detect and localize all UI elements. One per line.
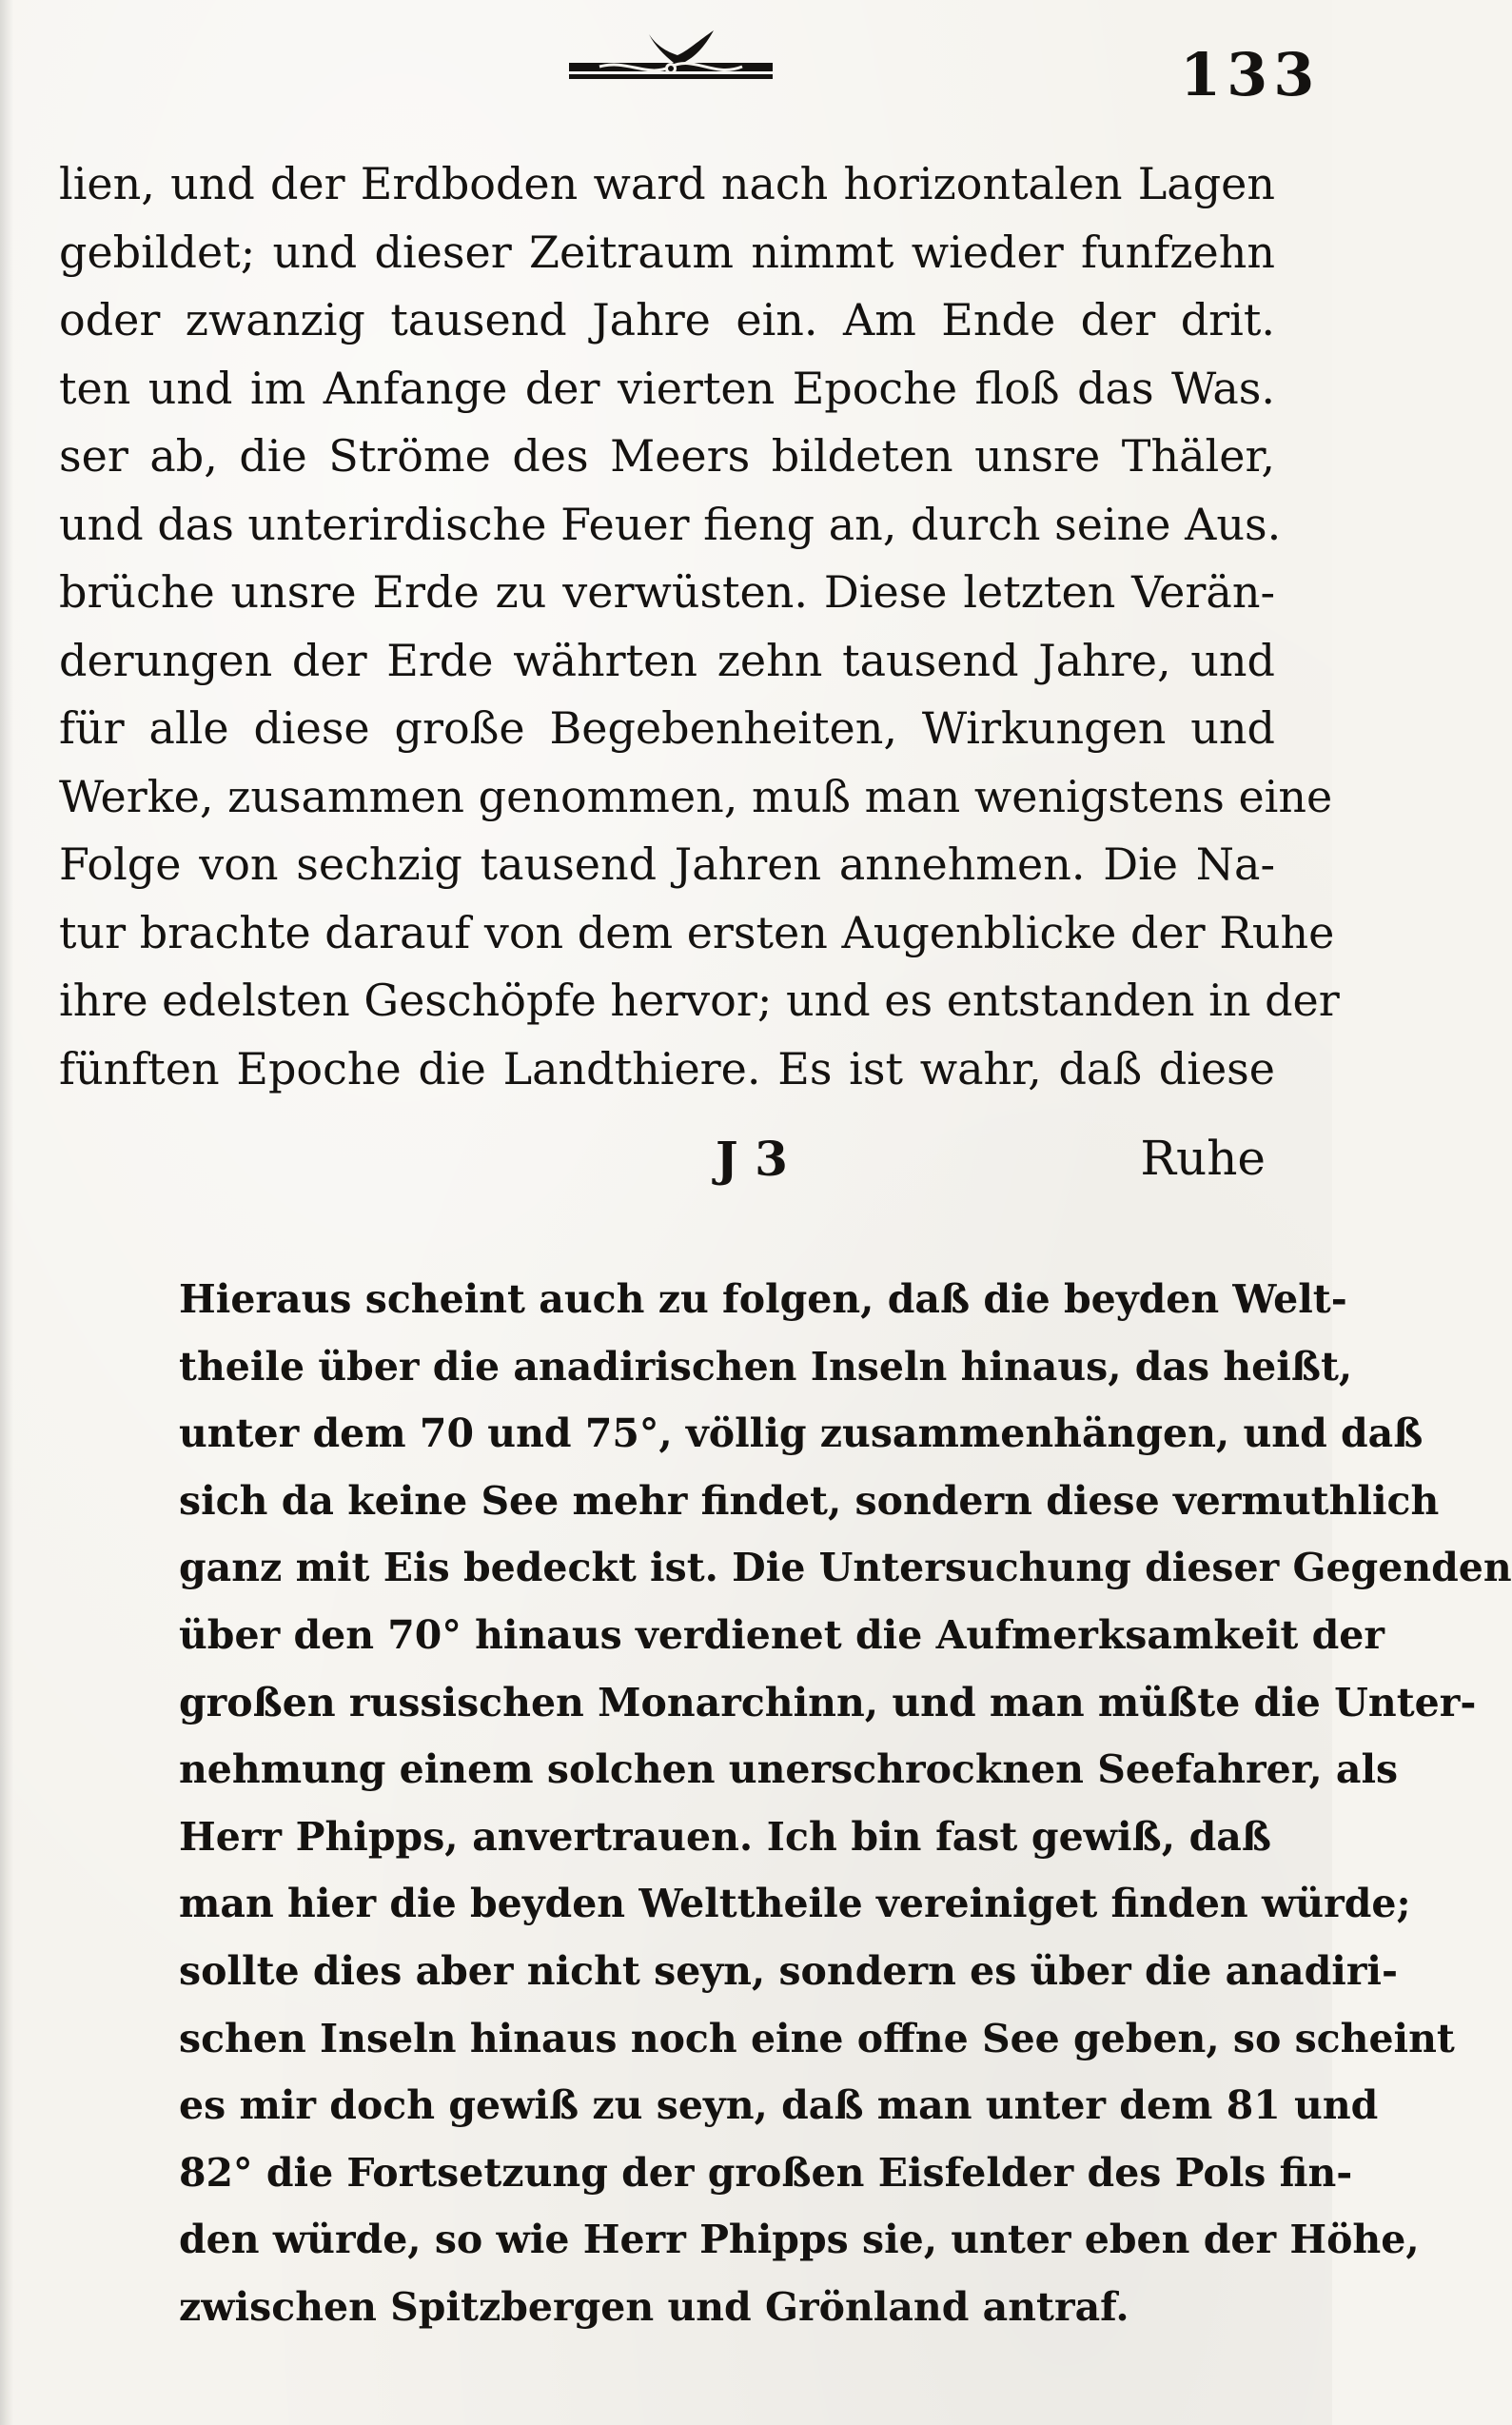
page-edge-shadow [0, 0, 13, 2425]
text-line: oder zwanzig tausend Jahre ein. Am Ende der drit. [59, 294, 1275, 345]
text-line: gebildet; und dieser Zeitraum nimmt wieder funfzehn [59, 226, 1275, 278]
catchword: Ruhe [1140, 1131, 1266, 1186]
footnote-line: den würde, so wie Herr Phipps sie, unter eben der Höhe, [179, 2217, 1420, 2263]
footnote-line: über den 70° hinaus verdienet die Aufmerksamkeit der [179, 1611, 1384, 1658]
footnote-line: sich da keine See mehr findet, sondern diese vermuthlich [179, 1477, 1440, 1524]
footnote-line: unter dem 70 und 75°, völlig zusammenhängen, und daß [179, 1410, 1424, 1457]
footnote-line: ganz mit Eis bedeckt ist. Die Untersuchung dieser Gegenden [179, 1545, 1512, 1591]
footnote-line: theile über die anadirischen Inseln hinaus, das heißt, [179, 1343, 1353, 1390]
footnote-line: zwischen Spitzbergen und Grönland antraf. [179, 2283, 1129, 2330]
text-line: für alle diese große Begebenheiten, Wirkungen und [59, 702, 1275, 754]
text-line: Werke, zusammen genommen, muß man wenigstens eine [59, 770, 1333, 822]
signature-mark: J 3 [716, 1131, 788, 1187]
footnote-line: 82° die Fortsetzung der großen Eisfelder des Pols fin- [179, 2149, 1353, 2196]
text-line: Folge von sechzig tausend Jahren annehmen. Die Na- [59, 838, 1275, 890]
text-line: ser ab, die Ströme des Meers bildeten unsre Thäler, [59, 430, 1275, 482]
text-line: fünften Epoche die Landthiere. Es ist wahr, daß diese [59, 1042, 1275, 1094]
footnote-line: es mir doch gewiß zu seyn, daß man unter dem 81 und [179, 2082, 1379, 2129]
text-line: ihre edelsten Geschöpfe hervor; und es entstanden in der [59, 975, 1340, 1026]
footnote-line: schen Inseln hinaus noch eine offne See geben, so scheint [179, 2015, 1455, 2061]
footnote-line: sollte dies aber nicht seyn, sondern es über die anadiri- [179, 1947, 1399, 1994]
main-text [59, 150, 1340, 1103]
text-line: lien, und der Erdboden ward nach horizontalen Lagen [59, 158, 1275, 209]
footnote-line: nehmung einem solchen unerschrocknen Seefahrer, als [179, 1746, 1399, 1793]
page-number: 133 [1180, 40, 1321, 109]
footnote-line: man hier die beyden Welttheile vereiniget finden würde; [179, 1881, 1411, 1927]
text-line: tur brachte darauf von dem ersten Augenblicke der Ruhe [59, 906, 1335, 958]
text-line: ten und im Anfange der vierten Epoche floß das Was. [59, 362, 1275, 414]
text-line: und das unterirdische Feuer fieng an, durch seine Aus. [59, 498, 1282, 550]
ornament-icon [561, 27, 780, 93]
footnote-line: großen russischen Monarchinn, und man müßte die Unter- [179, 1679, 1477, 1725]
text-line: derungen der Erde währten zehn tausend Jahre, und [59, 634, 1275, 686]
footnote-line: Hieraus scheint auch zu folgen, daß die beyden Welt- [179, 1276, 1347, 1322]
footnote-line: Herr Phipps, anvertrauen. Ich bin fast gewiß, daß [179, 1813, 1271, 1860]
footnote [179, 1266, 1512, 2341]
catchline [59, 1131, 1275, 1207]
text-line: brüche unsre Erde zu verwüsten. Diese letzten Verän- [59, 566, 1275, 618]
